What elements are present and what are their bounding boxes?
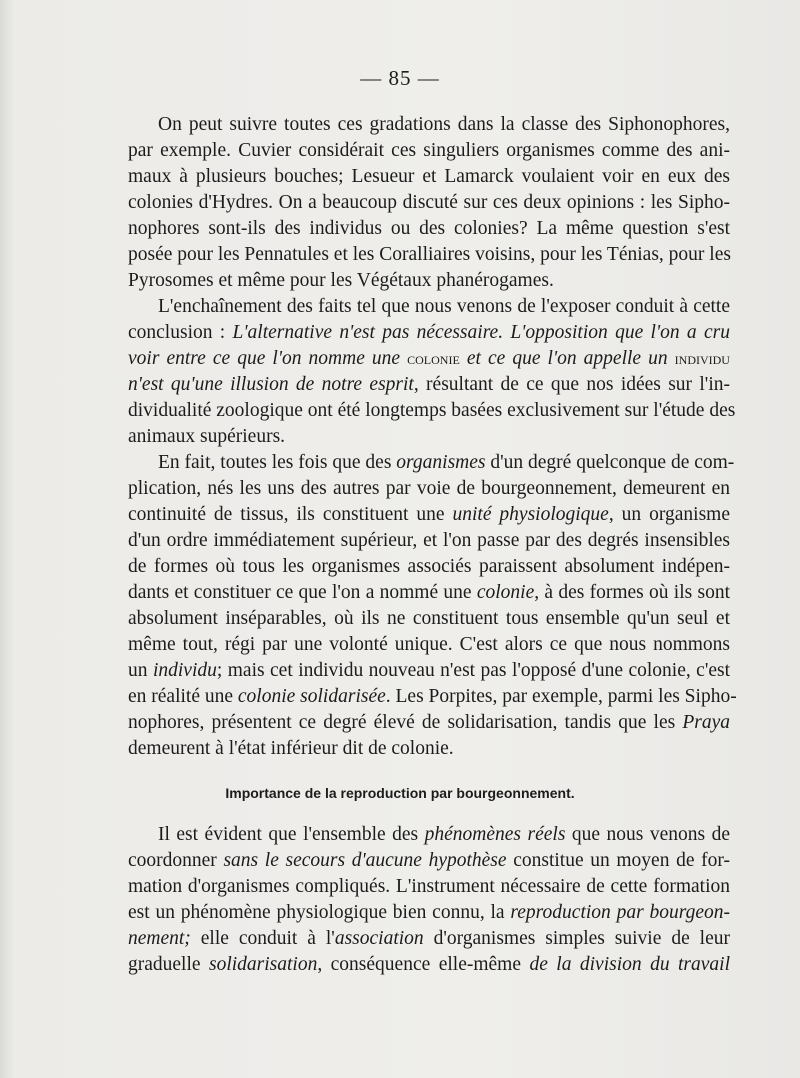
italic-run: Praya — [682, 712, 730, 733]
italic-run: sans le secours d'aucune hypothèse — [223, 850, 507, 871]
italic-run: solidarisation — [208, 954, 318, 975]
text-run: , résultant de ce que nos idées sur l'in- — [413, 374, 730, 395]
italic-run: voir entre ce que l'on nomme une — [128, 348, 408, 369]
text-run: constitue un moyen de for- — [506, 850, 730, 871]
text-line: colonies d'Hydres. On a beaucoup discuté sur ces deux opinions : les Sipho- — [128, 192, 730, 213]
italic-run: n'est qu'une illusion de notre esprit — [128, 374, 414, 395]
text-run: que nous venons de — [565, 824, 730, 845]
italic-run: de la division du travail — [529, 954, 730, 975]
text-line: d'un ordre immédiatement supérieur, et l'on passe par des degrés insensibles — [128, 530, 730, 551]
text-run: , conséquence elle-même — [317, 954, 530, 975]
page-number: — 85 — — [360, 66, 440, 90]
text-run: ; mais cet individu nouveau n'est pas l'opposé d'une colonie, c'est — [216, 660, 730, 681]
smallcaps-run: individu — [674, 349, 730, 368]
italic-run: organismes — [396, 452, 486, 473]
text-line: de formes où tous les organismes associés paraissent absolument indépen- — [128, 556, 730, 577]
text-run: dants et constituer ce que l'on a nommé une — [128, 582, 477, 603]
text-line — [128, 684, 737, 710]
text-line: dividualité zoologique ont été longtemps basées exclusivement sur l'étude des — [128, 400, 736, 421]
text-run: elle conduit à l' — [190, 928, 335, 949]
text-line: animaux supérieurs. — [128, 426, 286, 447]
text-line — [128, 848, 730, 874]
italic-run: colonie solidarisée — [237, 686, 386, 707]
italic-run: et ce que l'on appelle un — [459, 348, 675, 369]
italic-run: reproduction par bourgeon- — [510, 902, 731, 923]
text-line: maux à plusieurs bouches; Lesueur et Lamarck voulaient voir en eux des — [128, 166, 730, 187]
italic-run: L'alternative n'est pas nécessaire. L'opposition que l'on a cru — [232, 322, 730, 343]
text-line: mation d'organismes compliqués. L'instrument nécessaire de cette formation — [128, 876, 730, 897]
italic-run: colonie — [476, 582, 535, 603]
text-line: même tout, régi par une volonté unique. C'est alors ce que nous nommons — [128, 634, 730, 655]
italic-run: nement; — [128, 928, 191, 949]
text-line: On peut suivre toutes ces gradations dans la classe des Siphonophores, — [158, 114, 730, 135]
text-run: graduelle — [128, 954, 209, 975]
text-line — [128, 580, 730, 606]
text-run: d'un degré quelconque de com- — [485, 452, 735, 473]
text-line: posée pour les Pennatules et les Coralliaires voisins, pour les Ténias, pour les — [128, 244, 731, 265]
text-run: En fait, toutes les fois que des — [158, 452, 397, 473]
text-line: absolument inséparables, où ils ne constituent tous ensemble qu'un seul et — [128, 608, 730, 629]
text-line — [128, 926, 730, 952]
italic-run: individu — [152, 660, 217, 681]
text-line: L'enchaînement des faits tel que nous venons de l'exposer conduit à cette — [158, 296, 730, 317]
text-run: est un phénomène physiologique bien connu, la — [128, 902, 511, 923]
text-line — [128, 502, 730, 528]
text-line: Pyrosomes et même pour les Végétaux phanérogames. — [128, 270, 554, 291]
text-line: par exemple. Cuvier considérait ces singuliers organismes comme des ani- — [128, 140, 730, 161]
text-run: un — [128, 660, 153, 681]
text-run: conclusion : — [128, 322, 233, 343]
section-heading: Importance de la reproduction par bourgeonnement. — [225, 785, 575, 801]
text-line — [128, 710, 730, 736]
text-line: nophores sont-ils des individus ou des colonies? La même question s'est — [128, 218, 730, 239]
text-line — [128, 822, 730, 848]
italic-run: association — [334, 928, 424, 949]
text-line — [128, 346, 730, 372]
text-run: continuité de tissus, ils constituent une — [128, 504, 453, 525]
text-line — [128, 372, 730, 398]
text-line — [128, 450, 735, 476]
text-line: plication, nés les uns des autres par voie de bourgeonnement, demeurent en — [128, 478, 730, 499]
italic-run: phénomènes réels — [424, 824, 566, 845]
smallcaps-run: colonie — [407, 349, 460, 368]
text-line — [128, 658, 730, 684]
italic-run: unité physiologique — [452, 504, 609, 525]
text-run: , à des formes où ils sont — [534, 582, 730, 603]
text-run: . Les Porpites, par exemple, parmi les Sipho- — [385, 686, 737, 707]
text-run: d'organismes simples suivie de leur — [423, 928, 730, 949]
text-line — [128, 952, 730, 978]
text-run: en réalité une — [128, 686, 238, 707]
text-run: Il est évident que l'ensemble des — [158, 824, 425, 845]
text-run: , un organisme — [608, 504, 730, 525]
text-run: nophores, présentent ce degré élevé de solidarisation, tandis que les — [128, 712, 683, 733]
text-line — [128, 900, 730, 926]
text-run: coordonner — [128, 850, 224, 871]
text-line: demeurent à l'état inférieur dit de colonie. — [128, 738, 454, 759]
text-line — [128, 320, 730, 346]
